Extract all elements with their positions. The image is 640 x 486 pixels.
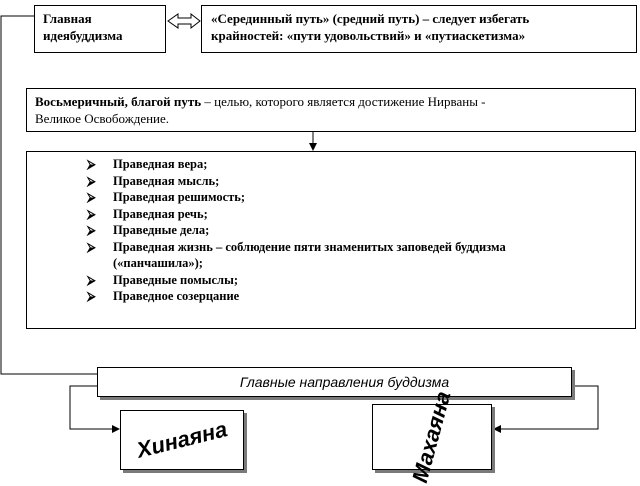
middle-way-line2: крайностей: «пути удовольствий» и «путиаскетизма» xyxy=(211,28,526,43)
list-item: ⮚ Праведная вера; xyxy=(87,157,208,171)
arrowhead-bullet-icon: ⮚ xyxy=(87,206,96,221)
middle-way-line1 xyxy=(211,10,627,27)
mahayana-label: Махаяна xyxy=(407,388,456,486)
list-item: ⮚ Праведная жизнь – соблюдение пяти знаменитых заповедей буддизма («панчашила»); xyxy=(87,239,506,270)
eightfold-path-box xyxy=(26,88,636,132)
list-item-continuation: («панчашила»); xyxy=(113,256,203,270)
main-idea-box xyxy=(34,5,166,53)
eightfold-line2: Великое Освобождение. xyxy=(35,111,170,126)
eightfold-line1 xyxy=(35,93,627,110)
directions-title: Главные направления буддизма xyxy=(239,374,450,390)
list-item: ⮚ Праведная мысль; xyxy=(87,173,220,188)
list-item: ⮚ Праведные дела; xyxy=(87,223,210,237)
main-idea-line1: Главная xyxy=(43,11,92,26)
arrowhead-bullet-icon: ⮚ xyxy=(87,239,96,254)
mahayana-box xyxy=(372,388,492,486)
main-idea-line2: идеябуддизма xyxy=(43,28,123,43)
arrowhead-bullet-icon: ⮚ xyxy=(87,157,96,171)
middle-way-box xyxy=(201,5,637,53)
arrowhead-bullet-icon: ⮚ xyxy=(87,190,96,204)
hinayana-label: Хинаяна xyxy=(134,416,230,463)
list-item: ⮚ Праведная речь; xyxy=(87,206,208,221)
virtues-box xyxy=(26,151,636,329)
arrowhead-bullet-icon: ⮚ xyxy=(87,223,96,237)
list-item: ⮚ Праведное созерцание xyxy=(87,289,240,303)
eightfold-desc: – целью, которого является достижение Нирваны - xyxy=(201,94,486,109)
virtues-list xyxy=(27,156,635,305)
middle-way-term: «Серединный путь» xyxy=(211,11,330,26)
arrowhead-bullet-icon: ⮚ xyxy=(87,272,96,287)
middle-way-desc: (средний путь) – следует избегать xyxy=(329,11,530,26)
directions-box xyxy=(97,367,572,397)
list-item: ⮚ Праведные помыслы; xyxy=(87,272,238,287)
hinayana-box xyxy=(120,410,244,470)
arrowhead-bullet-icon: ⮚ xyxy=(87,173,96,188)
list-item: ⮚ Праведная решимость; xyxy=(87,190,246,204)
eightfold-term: Восьмеричный, благой путь xyxy=(35,94,202,109)
double-arrow-icon xyxy=(168,14,200,28)
arrowhead-bullet-icon: ⮚ xyxy=(87,289,96,303)
